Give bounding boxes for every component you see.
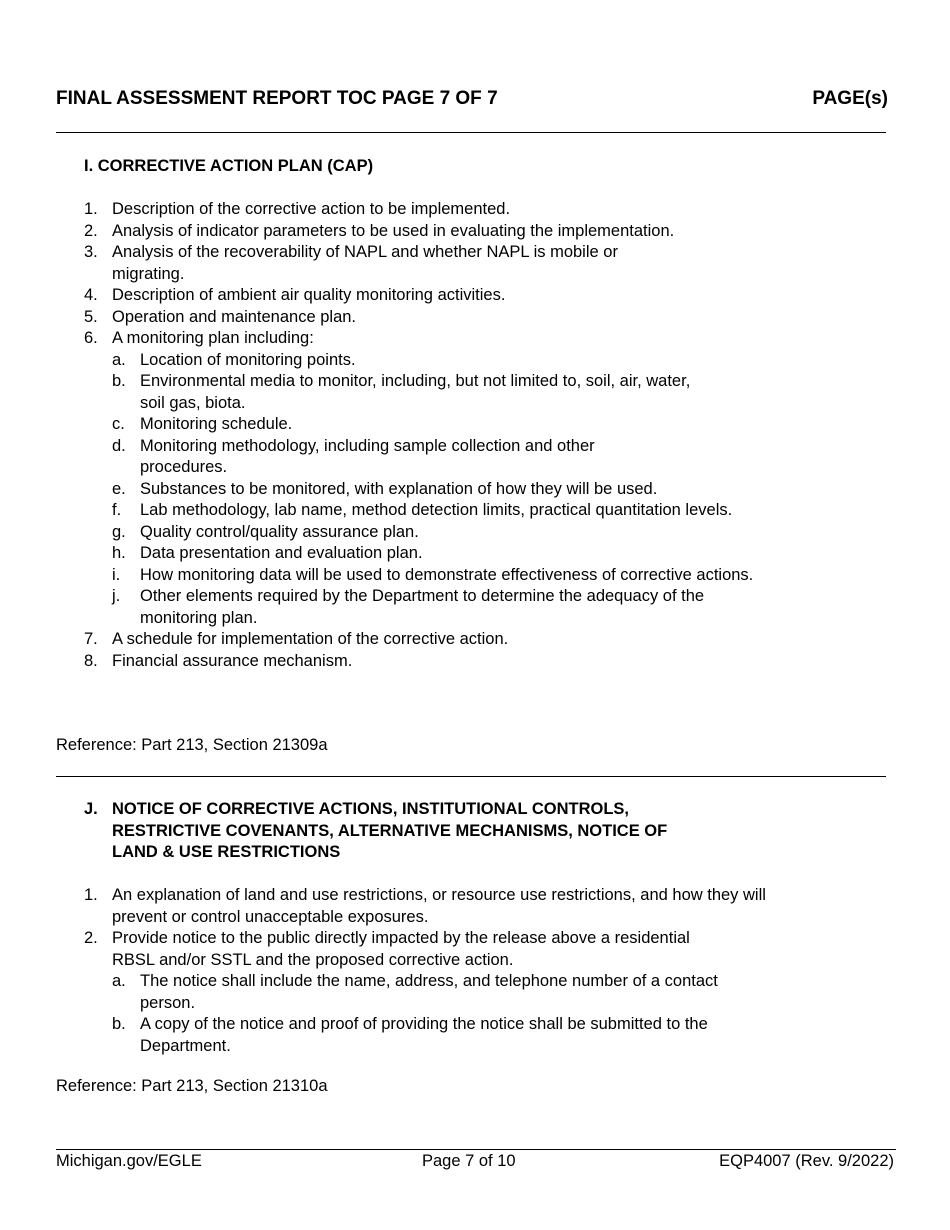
section-divider [56, 776, 886, 777]
sub-list-item: a. The notice shall include the name, address, and telephone number of a contact person. [112, 972, 718, 1012]
list-item: 5. Operation and maintenance plan. [84, 307, 357, 326]
footer-divider [56, 1149, 896, 1150]
section-j-heading-line1: NOTICE OF CORRECTIVE ACTIONS, INSTITUTIONAL CONTROLS, [112, 800, 630, 818]
sub-list-item: j. Other elements required by the Department to determine the adequacy of the monitoring plan. [112, 587, 705, 627]
list-item: 2. Analysis of indicator parameters to be used in evaluating the implementation. [84, 221, 675, 240]
header-divider [56, 132, 886, 133]
list-item: 7. A schedule for implementation of the corrective action. [84, 630, 509, 648]
section-j-list [84, 885, 784, 1057]
footer-form-id: EQP4007 (Rev. 9/2022) [719, 1152, 894, 1170]
section-i-reference: Reference: Part 213, Section 21309a [56, 736, 328, 754]
sub-list-item: b. A copy of the notice and proof of providing the notice shall be submitted to the Department. [112, 1015, 708, 1055]
section-i-list [84, 199, 774, 672]
sub-list-item: f. Lab methodology, lab name, method detection limits, practical quantitation levels. [112, 501, 733, 519]
section-i-label: I. [84, 157, 94, 175]
sub-list-item: d. Monitoring methodology, including sample collection and other procedures. [112, 436, 595, 476]
sub-list-item: h. Data presentation and evaluation plan. [112, 544, 423, 562]
list-item: 1. An explanation of land and use restrictions, or resource use restrictions, and how they will prevent or control unacceptable exposures. [84, 886, 766, 926]
section-j-reference: Reference: Part 213, Section 21310a [56, 1077, 328, 1095]
sub-list-item: i. How monitoring data will be used to demonstrate effectiveness of corrective actions. [112, 565, 754, 584]
sub-list-item: a. Location of monitoring points. [112, 350, 356, 369]
sub-list-item: c. Monitoring schedule. [112, 415, 293, 433]
section-i-sublist [112, 350, 774, 630]
list-item: 2. Provide notice to the public directly impacted by the release above a residential RBSL and/or SSTL and the proposed corrective action. a. The notice shall include the name, address, and telephone number of a contact person. b. A copy of the notice and proof of providing the notice shall be submitted to the Department. [84, 928, 692, 1057]
section-j-heading-line2: RESTRICTIVE COVENANTS, ALTERNATIVE MECHANISMS, NOTICE OF [112, 821, 668, 840]
list-item: 6. A monitoring plan including: a. Location of monitoring points. b. Environmental media to monitor, including, but not limited to, soil, air, water, soil gas, biota. c. Monitoring schedule. d. Monitoring methodology, including sample collection and other procedures. e. Substances to be monitored, with explanation of how they will be used. f. Lab methodology, lab name, method detection limits, practical quantitation levels. g. Quality control/quality assurance plan. h. Data presentation and evaluation plan. i. How monitoring data will be used to demonstrate effectiveness of corrective actions. j. Other elements required by the Department to determine the adequacy of the monitoring plan. [84, 328, 774, 629]
page-header-pages-label: PAGE(s) [812, 88, 888, 109]
footer-site: Michigan.gov/EGLE [56, 1152, 202, 1170]
page-header-title: FINAL ASSESSMENT REPORT TOC PAGE 7 OF 7 [56, 88, 498, 109]
list-item: 8. Financial assurance mechanism. [84, 651, 353, 670]
sub-list-item: b. Environmental media to monitor, including, but not limited to, soil, air, water, soil gas, biota. [112, 372, 691, 412]
sub-list-item: e. Substances to be monitored, with explanation of how they will be used. [112, 479, 658, 498]
sub-list-item: g. Quality control/quality assurance plan. [112, 522, 419, 541]
section-j-sublist [112, 971, 718, 1057]
list-item: 3. Analysis of the recoverability of NAPL and whether NAPL is mobile or migrating. [84, 243, 618, 283]
list-item: 1. Description of the corrective action to be implemented. [84, 200, 511, 218]
footer-page-number: Page 7 of 10 [422, 1152, 516, 1170]
section-j-heading-line3: LAND & USE RESTRICTIONS [112, 843, 341, 861]
section-j-label: J. [84, 800, 98, 818]
list-item: 4. Description of ambient air quality monitoring activities. [84, 286, 506, 304]
section-i-heading: CORRECTIVE ACTION PLAN (CAP) [97, 157, 374, 175]
section-i-title [84, 156, 373, 178]
section-j-title [84, 799, 667, 864]
